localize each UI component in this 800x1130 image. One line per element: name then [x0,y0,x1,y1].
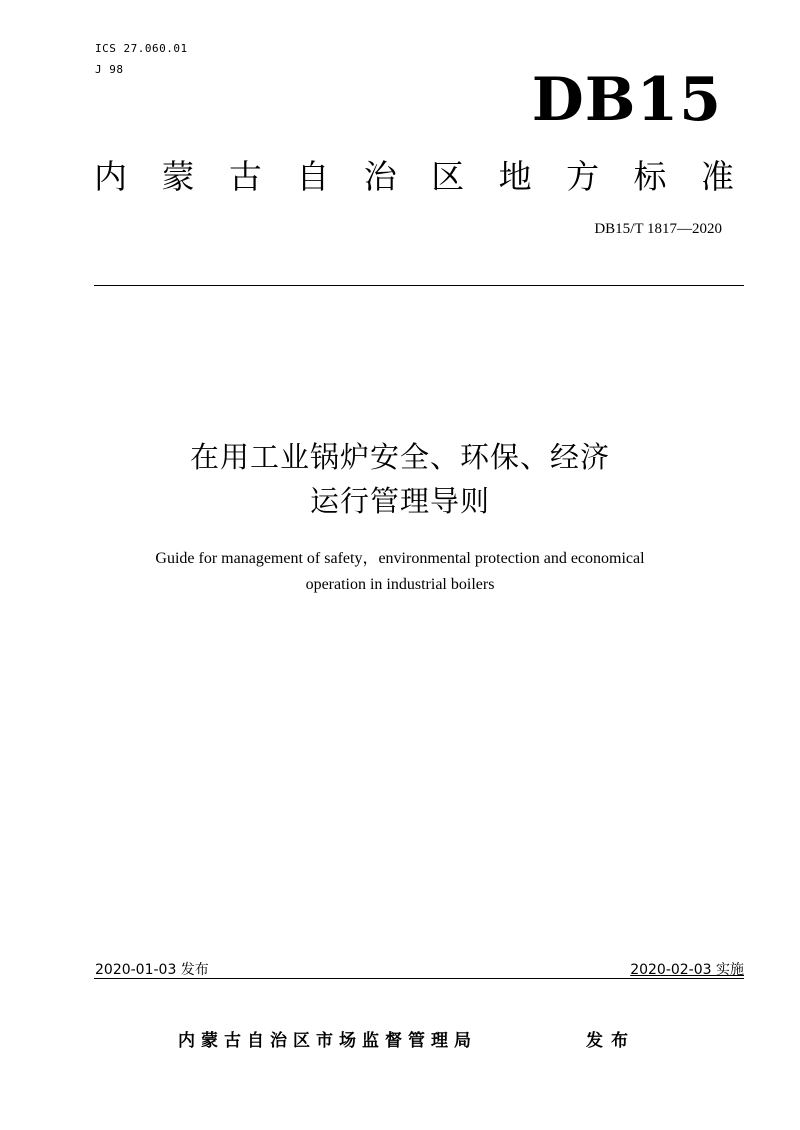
english-title-line-1: Guide for management of safety，environmental protection and economical [155,550,645,567]
region-title-char: 治 [363,157,397,196]
classification-code: J 98 [95,63,124,76]
region-standard-title [94,154,734,200]
issue-date: 2020-01-03 发布 [95,962,209,978]
chinese-title-line-2: 运行管理导则 [309,484,490,518]
region-title-char: 古 [228,157,262,196]
english-title-line-2: operation in industrial boilers [305,576,495,593]
region-title-char: 标 [633,157,667,196]
issuing-authority: 内蒙古自治区市场监督管理局 [178,1031,477,1051]
chinese-title-line-1: 在用工业锅炉安全、环保、经济 [189,440,610,474]
footer-divider [94,978,744,979]
region-title-char: 地 [498,157,532,196]
implementation-date: 2020-02-03 实施 [630,962,744,978]
region-title-char: 蒙 [161,157,195,196]
standard-code: DB15 [531,65,722,135]
region-title-char: 区 [431,157,465,196]
header-divider [94,285,744,286]
region-title-char: 方 [566,157,600,196]
ics-code: ICS 27.060.01 [95,42,188,55]
region-title-char: 自 [296,157,330,196]
region-title-char: 内 [94,157,127,196]
document-number: DB15/T 1817—2020 [594,221,722,237]
publish-label: 发布 [586,1031,636,1051]
region-title-char: 准 [700,157,734,196]
